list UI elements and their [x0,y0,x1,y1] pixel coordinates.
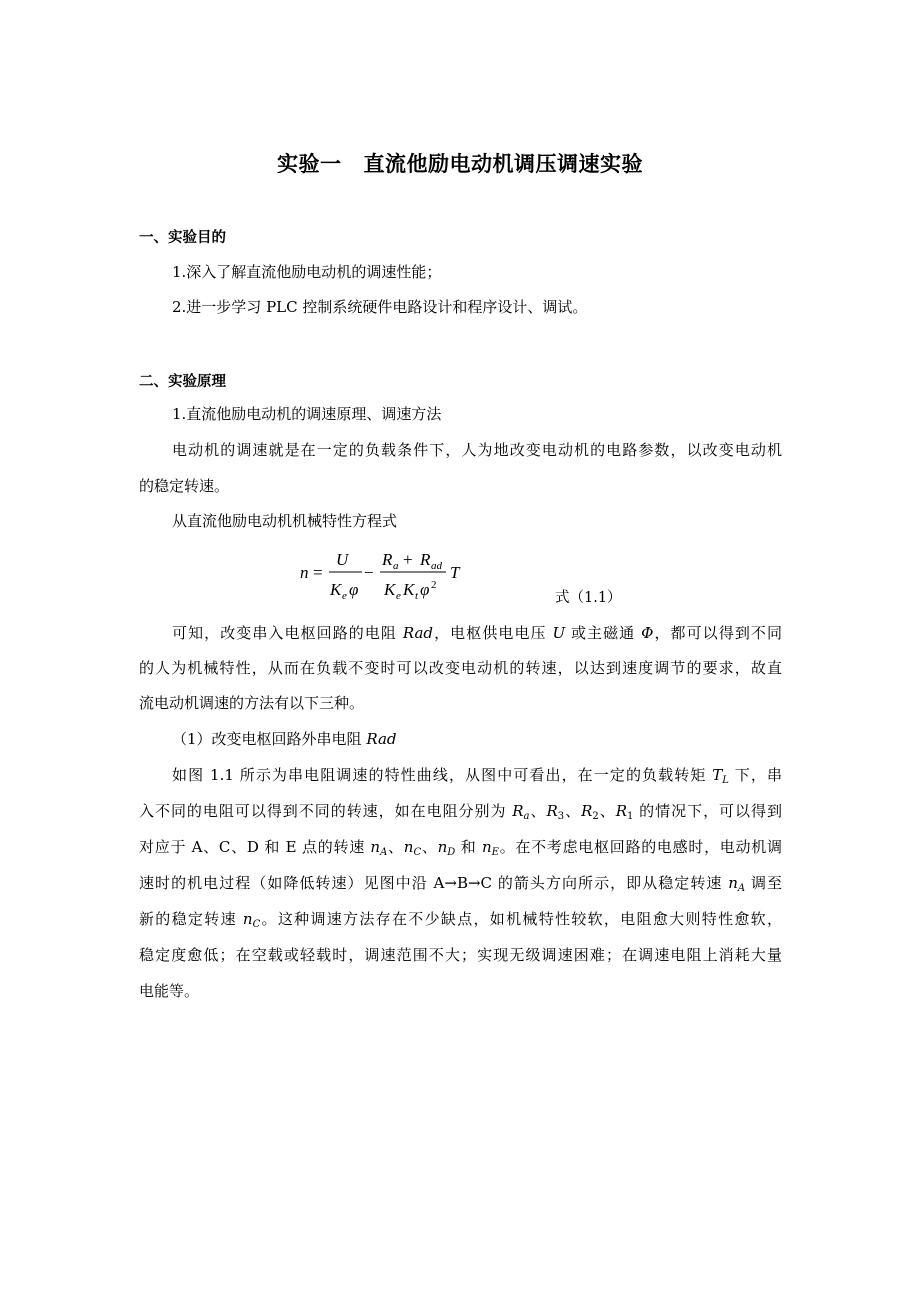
formula-equals: = [313,563,323,582]
formula-sub-e: e [342,590,347,602]
paragraph-line: 可知，改变串入电枢回路的电阻 Rad，电枢供电电压 U 或主磁通 Φ，都可以得到不同 [172,624,782,642]
formula-K: K [384,580,396,599]
purpose-item-2: 2.进一步学习 PLC 控制系统硬件电路设计和程序设计、调试。 [172,298,588,316]
formula-T: T [450,563,460,582]
formula-n: n [300,563,309,582]
title-experiment-name: 直流他励电动机调压调速实验 [363,152,643,176]
paragraph-line: 稳定度愈低；在空载或轻载时，调速范围不大；实现无级调速困难；在调速电阻上消耗大量 [139,946,782,964]
formula-phi: φ [349,580,359,599]
paragraph-line: 从直流他励电动机机械特性方程式 [172,512,398,530]
formula-U: U [336,550,349,569]
paragraph-line: 速时的机电过程（如降低转速）见图中沿 A→B→C 的箭头方向所示，即从稳定转速 $n_A$ 调至 [139,874,782,894]
paragraph-line: 的人为机械特性，从而在负载不变时可以改变电动机的转速，以达到速度调节的要求，故直 [139,659,782,677]
principle-subheading: 1.直流他励电动机的调速原理、调速方法 [172,405,442,423]
formula-R: R [420,550,431,569]
formula-plus: + [403,550,413,569]
paragraph-line: 如图 1.1 所示为串电阻调速的特性曲线，从图中可看出，在一定的负载转矩 $T_L$ 下，串 [172,766,782,786]
formula-sub-ad: ad [431,560,442,572]
paragraph-line: 入不同的电阻可以得到不同的转速，如在电阻分别为 $R_a$、$R_3$、$R_2$、$R_1$ 的情况下，可以得到 [139,802,782,822]
formula-sup-2: 2 [431,579,437,591]
formula-K: K [403,580,415,599]
formula-sub-t: t [415,590,419,602]
formula-sub-e: e [396,590,401,602]
formula-phi: φ [420,580,430,599]
paragraph-line: 电动机的调速就是在一定的负载条件下，人为地改变电动机的电路参数，以改变电动机 [172,441,782,459]
section-heading-principle: 二、实验原理 [139,374,226,390]
formula-R: R [382,550,393,569]
formula-sub-a: a [393,560,399,572]
section-heading-purpose: 一、实验目的 [139,230,226,246]
paragraph-line: 电能等。 [139,982,200,1000]
equation-number: 式（1.1） [555,590,622,606]
formula-minus: − [364,563,374,582]
paragraph-line: 流电动机调速的方法有以下三种。 [139,694,365,712]
paragraph-line: 新的稳定转速 $n_C$。这种调速方法存在不少缺点，如机械特性较软，电阻愈大则特性愈软， [139,910,782,930]
paragraph-line: 的稳定转速。 [139,477,230,495]
purpose-item-1: 1.深入了解直流他励电动机的调速性能； [172,263,442,281]
paragraph-line: 对应于 A、C、D 和 E 点的转速 $n_A$、$n_C$、$n_D$ 和 $n_E$。在不考虑电枢回路的电感时，电动机调 [139,838,782,858]
formula-K: K [330,580,342,599]
method-heading: （1）改变电枢回路外串电阻 Rad [172,730,397,748]
title-experiment-number: 实验一 [277,152,342,176]
speed-equation [300,547,470,603]
page-title [0,148,920,178]
